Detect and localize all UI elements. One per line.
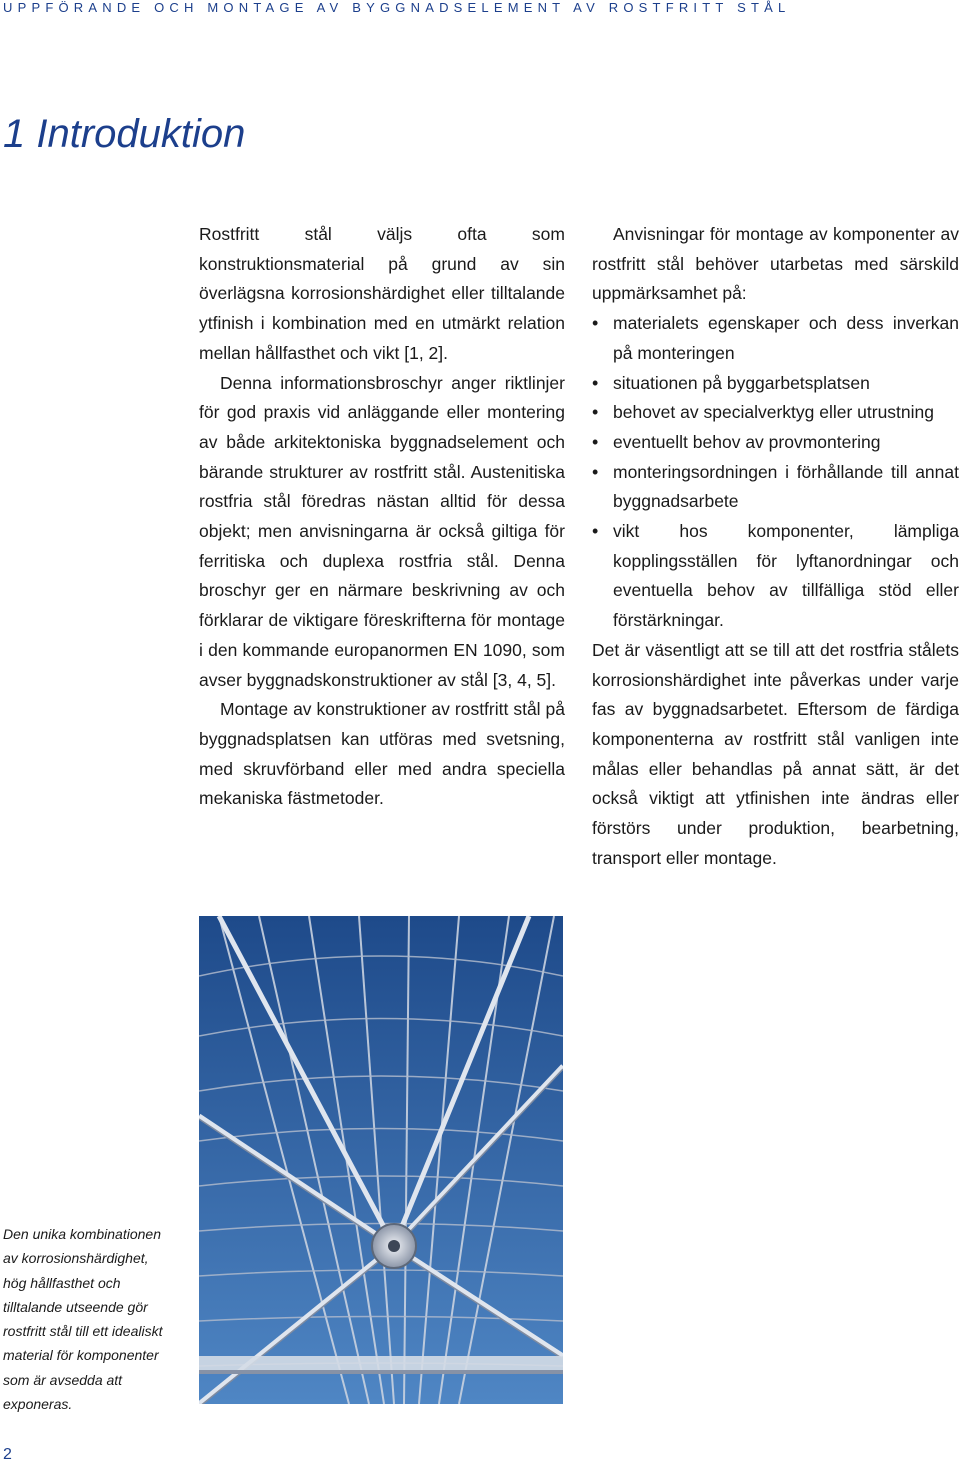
- body-column-middle: [199, 220, 565, 814]
- list-item: • monteringsordningen i förhållande till annat byggnadsarbete: [592, 458, 959, 517]
- paragraph: Denna informationsbroschyr anger riktlinjer för god praxis vid anläggande eller montering av både arkitektoniska byggnadselement och bärande strukturer av rostfritt stål. Austenitiska rostfria stål föredras nästan alltid för dessa objekt; men anvisningarna är också giltiga för ferritiska och duplexa rostfria stål. Denna broschyr ger en närmare beskrivning av och förklarar de viktigare föreskrifterna för montage i den kommande europanormen EN 1090, som avser byggnadskonstruktioner av stål [3, 4, 5].: [199, 372, 565, 690]
- list-item: • situationen på byggarbetsplatsen: [592, 369, 959, 399]
- paragraph: Det är väsentligt att se till att det rostfria stålets korrosionshärdighet inte påverkas under varje fas av byggnadsarbetet. Eftersom de färdiga komponenterna av rostfritt stål vanligen inte målas eller behandlas på annat sätt, är det också viktigt att ytfinishen inte ändras eller förstörs under produktion, bearbetning, transport eller montage.: [592, 639, 959, 868]
- figure-caption: Den unika kombinationen av korrosionshärdighet, hög hållfasthet och tilltalande utseende gör rostfritt stål till ett idealiskt material för komponenter som är avsedda att exponeras.: [3, 1226, 163, 1413]
- list-item: • materialets egenskaper och dess inverkan på monteringen: [592, 309, 959, 368]
- steel-structure-photo: [199, 916, 563, 1404]
- body-column-right: [592, 220, 959, 873]
- bullet-list: [592, 309, 959, 636]
- page-number: 2: [3, 1446, 12, 1463]
- paragraph: Rostfritt stål väljs ofta som konstruktionsmaterial på grund av sin överlägsna korrosionshärdighet eller tilltalande ytfinish i kombination med en utmärkt relation mellan hållfasthet och vikt [1, 2].: [199, 224, 565, 363]
- page-title: 1 Introduktion: [3, 112, 246, 156]
- list-item: • behovet av specialverktyg eller utrustning: [592, 398, 959, 428]
- list-item: • vikt hos komponenter, lämpliga kopplingsställen för lyftanordningar och eventuella behov av tillfälliga stöd eller förstärkningar.: [592, 517, 959, 636]
- running-header: UPPFÖRANDE OCH MONTAGE AV BYGGNADSELEMENT AV ROSTFRITT STÅL: [3, 0, 791, 15]
- list-item: • eventuellt behov av provmontering: [592, 428, 959, 458]
- paragraph: Montage av konstruktioner av rostfritt stål på byggnadsplatsen kan utföras med svetsning, med skruvförband eller med andra speciella mekaniska fästmetoder.: [199, 699, 565, 809]
- list-intro: Anvisningar för montage av komponenter av rostfritt stål behöver utarbetas med särskild uppmärksamhet på:: [592, 224, 959, 304]
